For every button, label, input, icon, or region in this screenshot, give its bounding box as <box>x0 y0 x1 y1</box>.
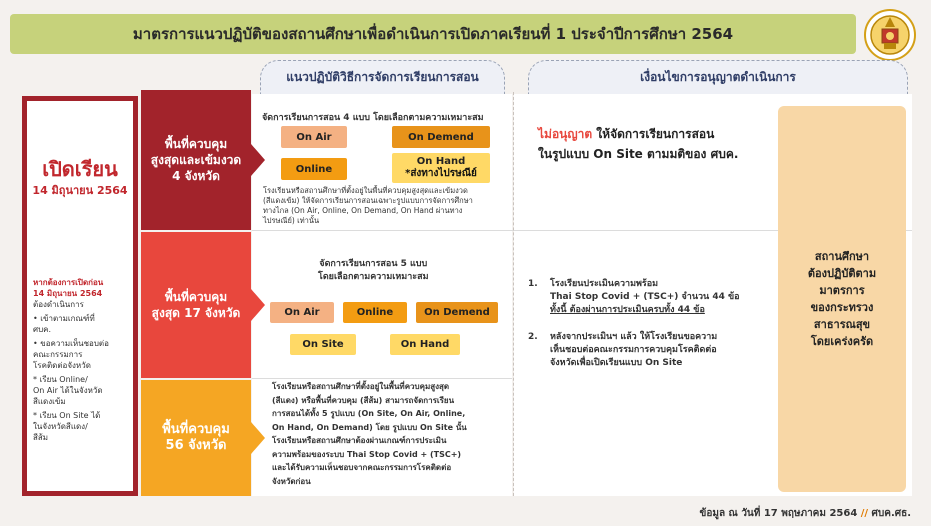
on-demand-option: On Demend <box>416 302 498 323</box>
desc-line: โรงเรียนหรือสถานศึกษาที่ตั้งอยู่ในพื้นที่ควบคุมสูงสุด <box>272 382 450 391</box>
on-hand-option <box>392 153 490 183</box>
tab-guideline-label: แนวปฏิบัติวิธีการจัดการเรียนการสอน <box>286 70 479 84</box>
on-air-option: On Air <box>270 302 334 323</box>
condition-line: หลังจากประเมินฯ แล้ว ให้โรงเรียนขอความ <box>550 332 718 342</box>
zone-dark-red <box>141 90 251 230</box>
condition-line: จังหวัดเพื่อเปิดเรียนแบบ On Site <box>550 358 683 368</box>
tab-condition-label: เงื่อนไขการอนุญาตดำเนินการ <box>640 70 796 84</box>
measures-line: มาตรการ <box>819 284 865 297</box>
tab-condition <box>528 60 908 94</box>
desc-line: ไปรษณีย์) เท่านั้น <box>263 216 320 225</box>
z2-heading-line: จัดการเรียนการสอน 5 แบบ <box>319 259 428 269</box>
condition-line: โรงเรียนประเมินความพร้อม <box>550 279 659 289</box>
desc-line: On Hand, On Demand) โดย รูปแบบ On Site นั้น <box>272 422 467 432</box>
note-bullet: คณะกรรมการ <box>33 350 83 359</box>
z1-heading: จัดการเรียนการสอน 4 แบบ โดยเลือกตามความเหมาะสม <box>262 113 484 123</box>
condition-text: ให้จัดการเรียนการสอน <box>592 127 715 141</box>
desc-line: การสอนได้ทั้ง 5 รูปแบบ (On Site, On Air, Online, <box>272 409 466 418</box>
opening-date: 14 มิถุนายน 2564 <box>32 184 128 197</box>
note-bullet: • ขอความเห็นชอบต่อ <box>33 339 109 348</box>
item-number: 1. <box>528 279 538 289</box>
row-divider <box>252 378 512 379</box>
measures-line: โดยเคร่งครัด <box>810 335 874 348</box>
note-sub: สีส้ม <box>33 433 49 442</box>
note-heading: หากต้องการเปิดก่อน <box>33 278 104 287</box>
desc-line: และได้รับความเห็นชอบจากคณะกรรมการโรคติดต่อ <box>272 463 452 472</box>
desc-line: โรงเรียนหรือสถานศึกษาต้องผ่านเกณฑ์การประเมิน <box>272 436 447 445</box>
on-site-option: On Site <box>290 334 356 355</box>
condition-line: Thai Stop Covid + (TSC+) จำนวน 44 ข้อ <box>550 292 740 302</box>
note-sub: * เรียน Online/ <box>33 375 88 384</box>
zone-label: พื้นที่ควบคุม <box>164 290 228 304</box>
tab-guideline <box>260 60 505 94</box>
footer-separator: // <box>860 508 869 519</box>
note-bullet: ศบค. <box>33 325 52 334</box>
note-sub: * เรียน On Site ได้ <box>33 411 101 420</box>
ministry-measures-box <box>778 106 906 492</box>
ministry-logo <box>858 4 922 64</box>
online-option: Online <box>343 302 407 323</box>
zone-arrow <box>251 289 265 321</box>
note-bullet: • เข้าตามเกณฑ์ที่ <box>33 314 95 323</box>
title-bar <box>10 14 856 54</box>
zone-count: 4 จังหวัด <box>172 169 220 183</box>
note-sub: ในจังหวัดสีแดง/ <box>33 422 88 431</box>
school-opening-box <box>22 96 138 496</box>
on-hand-option: On Hand <box>390 334 460 355</box>
column-divider <box>513 92 514 496</box>
zone-red <box>141 232 251 378</box>
measures-line: สาธารณสุข <box>813 318 871 331</box>
zone-count: สูงสุด 17 จังหวัด <box>151 306 241 320</box>
opening-title: เปิดเรียน <box>42 157 118 181</box>
note-sub: สีแดงเข้ม <box>33 397 66 406</box>
measures-line: ของกระทรวง <box>810 301 874 314</box>
on-demand-option: On Demend <box>392 126 490 148</box>
zone-arrow <box>251 144 265 176</box>
condition-text: ในรูปแบบ On Site ตามมติของ ศบค. <box>538 147 739 161</box>
desc-line: ความพร้อมของระบบ Thai Stop Covid + (TSC+) <box>272 449 462 459</box>
condition-line: เห็นชอบต่อคณะกรรมการควบคุมโรคติดต่อ <box>550 345 717 355</box>
z2-heading <box>318 258 429 284</box>
z1-condition <box>538 124 778 164</box>
early-opening-note <box>33 277 137 443</box>
z3-description <box>272 380 512 488</box>
note-line: ต้องดำเนินการ <box>33 300 84 309</box>
measures-line: สถานศึกษา <box>814 250 870 263</box>
zone-label: สูงสุดและเข้มงวด <box>150 153 242 167</box>
zone-orange <box>141 380 251 496</box>
zone-count: 56 จังหวัด <box>165 438 227 453</box>
zone-label: พื้นที่ควบคุม <box>162 422 230 437</box>
footer-date: ข้อมูล ณ วันที่ 17 พฤษภาคม 2564 <box>699 508 861 519</box>
note-bullet: โรคติดต่อจังหวัด <box>33 361 91 370</box>
desc-line: ทางไกล (On Air, Online, On Demand, On Hand ผ่านทาง <box>263 206 463 215</box>
on-air-option: On Air <box>281 126 347 148</box>
note-heading-date: 14 มิถุนายน 2564 <box>33 289 103 298</box>
z1-description <box>263 186 511 226</box>
online-option: Online <box>281 158 347 180</box>
footer-source-name: ศบค.ศธ. <box>868 508 911 519</box>
desc-line: (สีแดง) หรือพื้นที่ควบคุม (สีส้ม) สามารถจัดการเรียน <box>272 395 455 405</box>
zone-arrow <box>251 422 265 454</box>
on-hand-label: On Hand <box>416 156 466 167</box>
footer-source <box>700 506 911 521</box>
not-allowed-text: ไม่อนุญาต <box>538 127 593 141</box>
z2-heading-line: โดยเลือกตามความเหมาะสม <box>318 272 429 282</box>
note-sub: On Air ได้ในจังหวัด <box>33 386 103 395</box>
item-number: 2. <box>528 332 538 342</box>
on-hand-note: *ส่งทางไปรษณีย์ <box>405 168 477 179</box>
condition-line: ทั้งนี้ ต้องผ่านการประเมินครบทั้ง 44 ข้อ <box>550 305 705 315</box>
desc-line: จังหวัดก่อน <box>272 476 311 486</box>
zone-label: พื้นที่ควบคุม <box>164 137 228 151</box>
measures-line: ต้องปฏิบัติตาม <box>807 267 877 280</box>
page-title: มาตรการแนวปฏิบัติของสถานศึกษาเพื่อดำเนินการเปิดภาคเรียนที่ 1 ประจำปีการศึกษา 2564 <box>132 25 734 43</box>
desc-line: โรงเรียนหรือสถานศึกษาที่ตั้งอยู่ในพื้นที่ควบคุมสูงสุดและเข้มงวด <box>263 186 468 195</box>
desc-line: (สีแดงเข้ม) ให้จัดการเรียนการสอนเฉพาะรูปแบบการจัดการศึกษา <box>263 196 473 205</box>
z2-conditions <box>528 278 768 370</box>
